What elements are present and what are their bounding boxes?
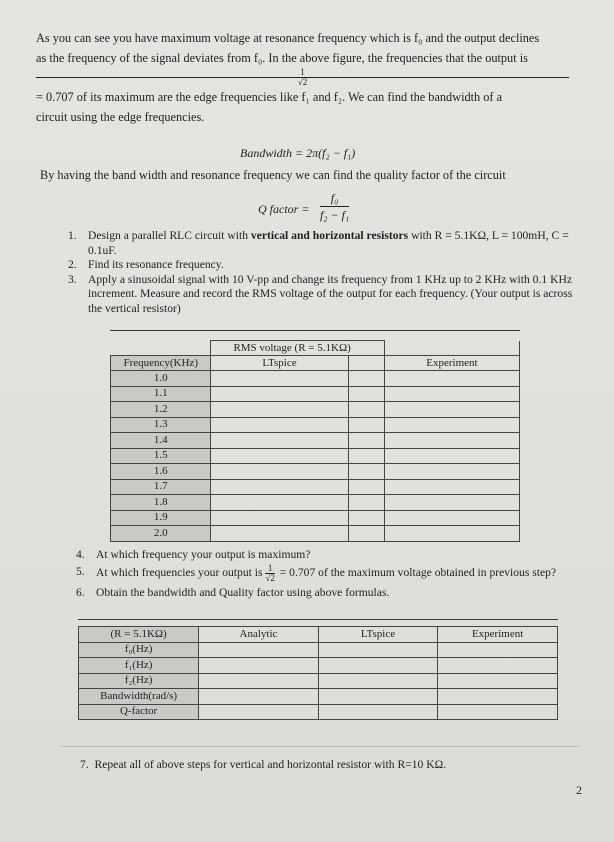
table-row: 2.0 <box>111 526 520 542</box>
inverse-sqrt2-fraction-q5: $\frac{1}{√2}$ <box>265 563 275 583</box>
intro-line-2: as the frequency of the signal deviates from f₀. In the above figure, the frequencies that the output is <box>36 51 528 65</box>
table-row: 1.7 <box>111 479 520 495</box>
table1-column-header-row <box>111 356 520 371</box>
intro-line-1: As you can see you have maximum voltage at resonance frequency which is f₀ and the output declines <box>36 31 540 45</box>
rms-voltage-table <box>110 340 520 542</box>
rms-voltage-header: RMS voltage (R = 5.1KΩ) <box>211 341 384 356</box>
inverse-sqrt2-fraction: 1 √2 <box>36 68 569 87</box>
table-row: f₂(Hz) <box>79 673 558 689</box>
experiment-column-header: Experiment <box>384 356 519 371</box>
q-factor-numerator: f₀ <box>320 190 349 207</box>
table2-header-row <box>79 627 558 643</box>
table-row: Bandwidth(rad/s) <box>79 689 558 705</box>
table-row: 1.4 <box>111 433 520 449</box>
q-factor-fraction <box>320 190 349 223</box>
table-row: 1.3 <box>111 417 520 433</box>
table-row: 1.0 <box>111 371 520 387</box>
page-number: 2 <box>576 783 582 797</box>
step-2: 2. Find its resonance frequency. <box>68 258 224 272</box>
results-table <box>78 626 558 720</box>
section-divider <box>60 746 580 747</box>
step-7: 7. Repeat all of above steps for vertical and horizontal resistor with R=10 KΩ. <box>80 758 447 771</box>
intro-paragraph <box>36 28 571 127</box>
table-row: Q-factor <box>79 704 558 720</box>
question-steps <box>76 547 581 600</box>
q-factor-denominator: f₂ − f₁ <box>320 208 350 222</box>
step-5: 5. At which frequencies your output is $\frac{1}{√2}$ = 0.707 of the maximum voltage obtained in previous step? <box>76 563 557 583</box>
table-row: 1.6 <box>111 464 520 480</box>
table-row: 1.9 <box>111 510 520 526</box>
bandwidth-formula: Bandwidth = 2π(f₂ − f₁) <box>240 146 356 160</box>
intro-line-3: 1 √2 = 0.707 of its maximum are the edge frequencies like f₁ and f₂. We can find the bandwidth of a <box>36 68 571 107</box>
table-row: f₀(Hz) <box>79 642 558 658</box>
step-1: 1. Design a parallel RLC circuit with vertical and horizontal resistors with R = 5.1KΩ, L = 100mH, C = 0.1uF. <box>68 229 569 257</box>
step-3: 3. Apply a sinusoidal signal with 10 V-pp and change its frequency from 1 KHz up to 2 KHz with 0.1 KHz increment. Measure and record the RMS voltage of the output for each frequency. (Your output is across the vertical resistor) <box>68 272 573 315</box>
table2-top-rule <box>78 619 558 620</box>
table1-group-header-row <box>111 341 520 356</box>
resistance-header: (R = 5.1KΩ) <box>79 627 199 643</box>
ltspice-column-header-2: LTspice <box>318 627 437 643</box>
frequency-column-header: Frequency(KHz) <box>111 356 211 371</box>
step-6: 6. Obtain the bandwidth and Quality factor using above formulas. <box>76 586 390 599</box>
table-row: f₁(Hz) <box>79 658 558 674</box>
table-row: 1.5 <box>111 448 520 464</box>
table1-top-rule <box>110 330 520 331</box>
quality-factor-intro: By having the band width and resonance frequency we can find the quality factor of the circuit <box>40 168 506 182</box>
step-4: 4. At which frequency your output is maximum? <box>76 548 311 561</box>
experiment-column-header-2: Experiment <box>438 627 558 643</box>
procedure-steps <box>68 229 573 317</box>
table-row: 1.1 <box>111 386 520 402</box>
intro-line-4: circuit using the edge frequencies. <box>36 110 205 124</box>
table-row: 1.2 <box>111 402 520 418</box>
q-factor-label: Q factor = <box>258 202 310 216</box>
table-row: 1.8 <box>111 495 520 511</box>
analytic-column-header: Analytic <box>199 627 319 643</box>
ltspice-column-header: LTspice <box>211 356 348 371</box>
